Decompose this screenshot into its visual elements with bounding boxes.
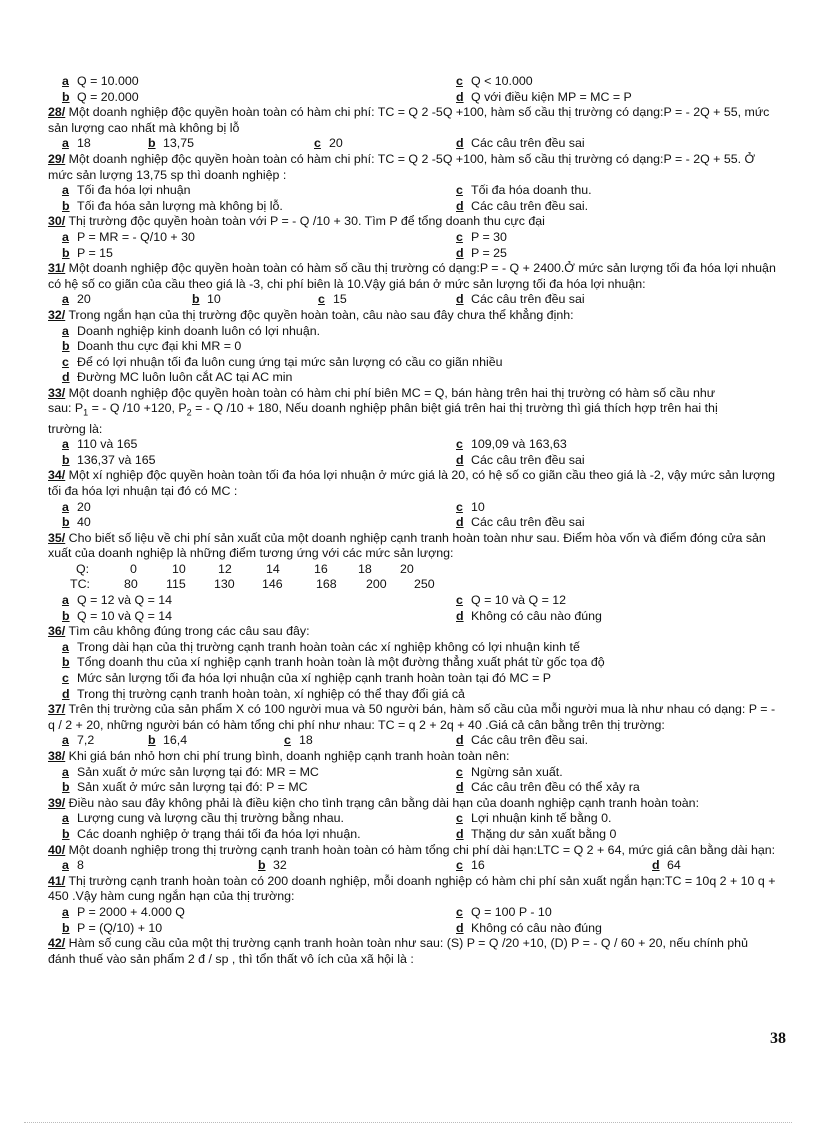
question-32: 32/ Trong ngắn hạn của thị trường độc quyền hoàn toàn, câu nào sau đây chưa thể khẳng định: bbox=[48, 307, 574, 322]
document-page bbox=[48, 74, 778, 967]
option-row: b Sản xuất ở mức sản lượng tại đó: P = MC d Các câu trên đều có thể xảy ra bbox=[62, 780, 640, 795]
option-row: a 110 và 165 c 109,09 và 163,63 bbox=[62, 437, 567, 452]
question-34: 34/ Một xí nghiệp độc quyền hoàn toàn tối đa hóa lợi nhuận ở mức giá là 20, có hệ số co giãn cầu theo giá là -2, vậy mức sản lượng tối đa hóa lợi nhuận tại đó có MC : bbox=[48, 468, 776, 498]
option-row: d Trong thị trường cạnh tranh hoàn toàn, xí nghiệp có thể thay đổi giá cả bbox=[62, 686, 465, 701]
question-33-line2: sau: $P_1$ = - Q /10 +120, $P_2$ = - Q /10 + 180, Nếu doanh nghiệp phân biệt giá trên hai thị trường thì giá thích hợp trên hai thị bbox=[48, 401, 718, 418]
option-row: d Đường MC luôn luôn cắt AC tại AC min bbox=[62, 370, 293, 385]
question-37: 37/ Trên thị trường của sản phẩm X có 100 người mua và 50 người bán, hàm số cầu của mỗi người mua là như nhau có dạng: P = - q / 2 + 20, những người bán có hàm tổng chi phí như nhau: TC = q 2 + 2q + 40 .Giá cả cân bằng trên thị trường: bbox=[48, 702, 776, 732]
option-row: a P = 2000 + 4.000 Q c Q = 100 P - 10 bbox=[62, 904, 552, 919]
option-row: b P = 15 d P = 25 bbox=[62, 245, 507, 260]
data-table-q: Q: 0 10 12 14 16 18 20 bbox=[76, 561, 414, 576]
question-33-line3: trường là: bbox=[48, 421, 103, 436]
option-row: a 7,2 b 16,4 c 18 d Các câu trên đều sai. bbox=[62, 733, 589, 748]
option-row: a P = MR = - Q/10 + 30 c P = 30 bbox=[62, 229, 507, 244]
option-row: a Trong dài hạn của thị trường cạnh tranh hoàn toàn các xí nghiệp không có lợi nhuận kinh tế bbox=[62, 639, 580, 654]
option-row: a Q = 12 và Q = 14 c Q = 10 và Q = 12 bbox=[62, 593, 567, 608]
option-row: a 8 b 32 c 16 d 64 bbox=[62, 858, 681, 873]
option-row: c Mức sản lượng tối đa hóa lợi nhuận của xí nghiệp cạnh tranh hoàn toàn tại đó MC = P bbox=[62, 671, 552, 686]
option-row: a Doanh nghiệp kinh doanh luôn có lợi nhuận. bbox=[62, 323, 321, 338]
option-row: b Q = 10 và Q = 14 d Không có câu nào đúng bbox=[62, 608, 602, 623]
question-39: 39/ Điều nào sau đây không phải là điều kiện cho tình trạng cân bằng dài hạn của doanh nghiệp cạnh tranh hoàn toàn: bbox=[48, 795, 700, 810]
option-row: b 40 d Các câu trên đều sai bbox=[62, 515, 585, 530]
option-row: a Tối đa hóa lợi nhuận c Tối đa hóa doanh thu. bbox=[62, 183, 592, 198]
option-row: b Các doanh nghiệp ở trạng thái tối đa hóa lợi nhuận. d Thặng dư sản xuất bằng 0 bbox=[62, 826, 617, 841]
question-29: 29/ Một doanh nghiệp độc quyền hoàn toàn có hàm chi phí: TC = Q 2 -5Q +100, hàm số cầu thị trường có dạng:P = - 2Q + 55. Ở mức sản lượng 13,75 sp thì doanh nghiệp : bbox=[48, 151, 756, 182]
option-row: c Để có lợi nhuận tối đa luôn cung ứng tại mức sản lượng có cầu co giãn nhiều bbox=[62, 354, 503, 369]
option-row: a Q = 10.000 c Q < 10.000 bbox=[62, 74, 533, 88]
option-row: a Sản xuất ở mức sản lượng tại đó: MR = MC c Ngừng sản xuất. bbox=[62, 764, 563, 779]
question-31: 31/ Một doanh nghiệp độc quyền hoàn toàn có hàm số cầu thị trường có dạng:P = - Q + 2400.Ở mức sản lượng tối đa hóa lợi nhuận có hệ số co giãn của cầu theo giá là -3, chi phí biên là 10.Vậy giá bán ở mức sản lượng tối đa hóa lợi nhuận: bbox=[48, 261, 776, 291]
question-40: 40/ Một doanh nghiệp trong thị trường cạnh tranh hoàn toàn có hàm tổng chi phí dài hạn:LTC = Q 2 + 64, mức giá cân bằng dài hạn: bbox=[48, 842, 776, 857]
option-row: b Tối đa hóa sản lượng mà không bị lỗ. d Các câu trên đều sai. bbox=[62, 198, 589, 213]
question-38: 38/ Khi giá bán nhỏ hơn chi phí trung bình, doanh nghiệp cạnh tranh hoàn toàn nên: bbox=[48, 749, 510, 763]
question-33: 33/ Một doanh nghiệp độc quyền hoàn toàn có hàm chi phí biên MC = Q, bán hàng trên hai thị trường có hàm số cầu như bbox=[48, 385, 716, 400]
question-41: 41/ Thị trường cạnh tranh hoàn toàn có 200 doanh nghiệp, mỗi doanh nghiệp có hàm chi phí sản xuất ngắn hạn:TC = 10q 2 + 10 q + 450 .Vậy hàm cung ngắn hạn của thị trường: bbox=[48, 873, 776, 904]
option-row: a Lượng cung và lượng cầu thị trường bằng nhau. c Lợi nhuận kinh tế bằng 0. bbox=[62, 811, 612, 826]
question-30: 30/ Thị trường độc quyền hoàn toàn với P = - Q /10 + 30. Tìm P để tổng doanh thu cực đại bbox=[48, 214, 545, 229]
option-row: a 18 b 13,75 c 20 d Các câu trên đều sai bbox=[62, 136, 585, 151]
page-number: 38 bbox=[770, 1030, 786, 1047]
option-row: b Tổng doanh thu của xí nghiệp cạnh tranh hoàn toàn là một đường thẳng xuất phát từ gốc tọa độ bbox=[62, 655, 605, 670]
question-42: 42/ Hàm số cung cầu của một thị trường cạnh tranh hoàn toàn như sau: (S) P = Q /20 +10, (D) P = - Q / 60 + 20, nếu chính phủ đánh thuế vào sản phẩm 2 đ / sp , thì tổn thất vô ích của xã hội là : bbox=[48, 936, 748, 966]
option-row: b Q = 20.000 d Q với điều kiện MP = MC = P bbox=[62, 89, 632, 104]
option-row: b P = (Q/10) + 10 d Không có câu nào đúng bbox=[62, 920, 602, 935]
option-row: b Doanh thu cực đại khi MR = 0 bbox=[62, 339, 242, 354]
question-36: 36/ Tìm câu không đúng trong các câu sau đây: bbox=[48, 624, 310, 639]
option-row: a 20 b 10 c 15 d Các câu trên đều sai bbox=[62, 292, 585, 307]
option-row: b 136,37 và 165 d Các câu trên đều sai bbox=[62, 452, 585, 467]
question-28: 28/ Một doanh nghiệp độc quyền hoàn toàn có hàm chi phí: TC = Q 2 -5Q +100, hàm số cầu thị trường có dạng:P = - 2Q + 55, mức sản lượng cao nhất mà không bị lỗ bbox=[48, 105, 770, 135]
option-row: a 20 c 10 bbox=[62, 499, 485, 514]
question-35: 35/ Cho biết số liệu về chi phí sản xuất của một doanh nghiệp cạnh tranh hoàn toàn như sau. Điểm hòa vốn và điểm đóng cửa sản xuất của doanh nghiệp là những điểm tương ứng với các mức sản lượng: bbox=[48, 530, 766, 561]
data-table-tc: TC: 80 115 130 146 168 200 250 bbox=[70, 577, 435, 592]
